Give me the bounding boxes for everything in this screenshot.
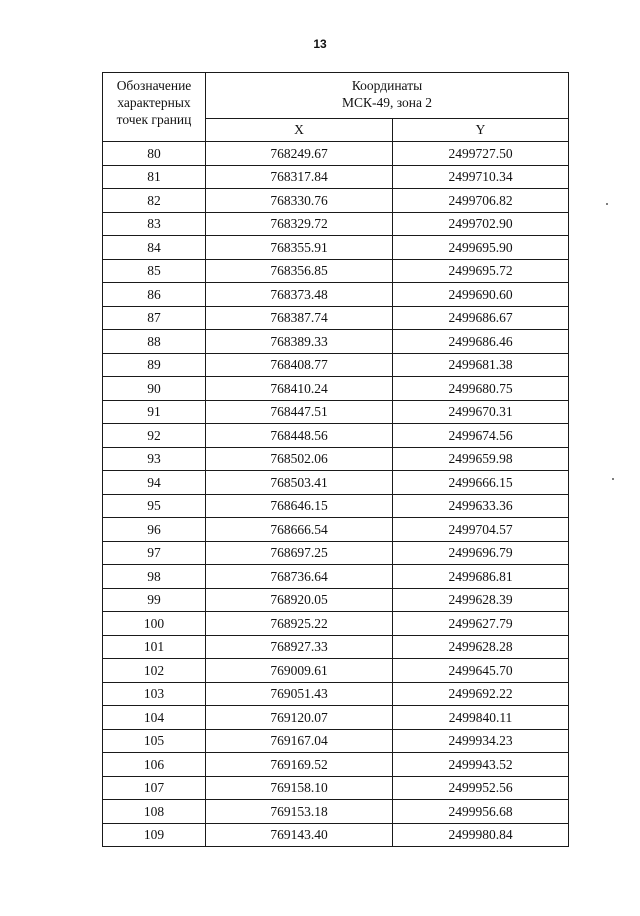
point-cell: 104 bbox=[103, 706, 206, 730]
y-cell: 2499627.79 bbox=[393, 612, 569, 636]
table-row bbox=[103, 283, 569, 307]
y-cell: 2499670.31 bbox=[393, 400, 569, 424]
table-row bbox=[103, 541, 569, 565]
point-cell: 103 bbox=[103, 682, 206, 706]
table-row bbox=[103, 424, 569, 448]
table-row bbox=[103, 729, 569, 753]
y-cell: 2499695.90 bbox=[393, 236, 569, 260]
point-cell: 102 bbox=[103, 659, 206, 683]
x-cell: 768447.51 bbox=[206, 400, 393, 424]
x-cell: 768249.67 bbox=[206, 142, 393, 166]
x-cell: 768373.48 bbox=[206, 283, 393, 307]
table-row bbox=[103, 447, 569, 471]
table-row bbox=[103, 259, 569, 283]
y-cell: 2499680.75 bbox=[393, 377, 569, 401]
point-cell: 99 bbox=[103, 588, 206, 612]
x-cell: 768410.24 bbox=[206, 377, 393, 401]
header-row bbox=[103, 73, 569, 119]
x-cell: 769120.07 bbox=[206, 706, 393, 730]
scan-speck bbox=[606, 203, 608, 205]
table-body bbox=[103, 142, 569, 847]
point-column-header bbox=[103, 73, 206, 142]
x-cell: 769051.43 bbox=[206, 682, 393, 706]
coordinates-header bbox=[206, 73, 569, 119]
x-cell: 769009.61 bbox=[206, 659, 393, 683]
table-row bbox=[103, 776, 569, 800]
point-header-line-3: точек границ bbox=[116, 112, 192, 127]
point-cell: 81 bbox=[103, 165, 206, 189]
y-cell: 2499633.36 bbox=[393, 494, 569, 518]
x-cell: 768646.15 bbox=[206, 494, 393, 518]
point-cell: 98 bbox=[103, 565, 206, 589]
point-cell: 94 bbox=[103, 471, 206, 495]
x-cell: 768408.77 bbox=[206, 353, 393, 377]
table-row bbox=[103, 471, 569, 495]
table-row bbox=[103, 353, 569, 377]
table-row bbox=[103, 753, 569, 777]
table-row bbox=[103, 400, 569, 424]
y-cell: 2499710.34 bbox=[393, 165, 569, 189]
point-cell: 82 bbox=[103, 189, 206, 213]
table-row bbox=[103, 212, 569, 236]
point-cell: 107 bbox=[103, 776, 206, 800]
y-cell: 2499686.81 bbox=[393, 565, 569, 589]
x-cell: 768925.22 bbox=[206, 612, 393, 636]
point-cell: 100 bbox=[103, 612, 206, 636]
x-cell: 769158.10 bbox=[206, 776, 393, 800]
x-cell: 769153.18 bbox=[206, 800, 393, 824]
x-cell: 768927.33 bbox=[206, 635, 393, 659]
y-cell: 2499980.84 bbox=[393, 823, 569, 847]
x-cell: 769167.04 bbox=[206, 729, 393, 753]
table-row bbox=[103, 659, 569, 683]
y-cell: 2499645.70 bbox=[393, 659, 569, 683]
point-cell: 93 bbox=[103, 447, 206, 471]
y-cell: 2499696.79 bbox=[393, 541, 569, 565]
table-row bbox=[103, 682, 569, 706]
y-cell: 2499695.72 bbox=[393, 259, 569, 283]
y-cell: 2499628.28 bbox=[393, 635, 569, 659]
coordinates-header-line-2: МСК-49, зона 2 bbox=[341, 95, 433, 110]
page-number: 13 bbox=[313, 37, 327, 51]
y-cell: 2499686.67 bbox=[393, 306, 569, 330]
x-cell: 768356.85 bbox=[206, 259, 393, 283]
table-row bbox=[103, 236, 569, 260]
point-cell: 80 bbox=[103, 142, 206, 166]
table-row bbox=[103, 330, 569, 354]
coordinates-table bbox=[102, 72, 569, 847]
y-cell: 2499659.98 bbox=[393, 447, 569, 471]
table-row bbox=[103, 635, 569, 659]
point-cell: 84 bbox=[103, 236, 206, 260]
point-cell: 105 bbox=[103, 729, 206, 753]
table-row bbox=[103, 706, 569, 730]
table-row bbox=[103, 142, 569, 166]
point-cell: 95 bbox=[103, 494, 206, 518]
y-cell: 2499702.90 bbox=[393, 212, 569, 236]
y-cell: 2499943.52 bbox=[393, 753, 569, 777]
x-cell: 768697.25 bbox=[206, 541, 393, 565]
y-cell: 2499666.15 bbox=[393, 471, 569, 495]
table-row bbox=[103, 306, 569, 330]
x-cell: 768330.76 bbox=[206, 189, 393, 213]
point-cell: 87 bbox=[103, 306, 206, 330]
table-row bbox=[103, 165, 569, 189]
x-cell: 768502.06 bbox=[206, 447, 393, 471]
point-cell: 88 bbox=[103, 330, 206, 354]
table-row bbox=[103, 612, 569, 636]
point-cell: 90 bbox=[103, 377, 206, 401]
x-column-header: X bbox=[206, 118, 393, 141]
y-cell: 2499686.46 bbox=[393, 330, 569, 354]
y-cell: 2499674.56 bbox=[393, 424, 569, 448]
x-cell: 768920.05 bbox=[206, 588, 393, 612]
table-row bbox=[103, 518, 569, 542]
scan-speck bbox=[612, 478, 614, 480]
table-row bbox=[103, 588, 569, 612]
x-cell: 768448.56 bbox=[206, 424, 393, 448]
y-cell: 2499706.82 bbox=[393, 189, 569, 213]
x-cell: 769143.40 bbox=[206, 823, 393, 847]
x-cell: 768389.33 bbox=[206, 330, 393, 354]
y-cell: 2499934.23 bbox=[393, 729, 569, 753]
point-cell: 96 bbox=[103, 518, 206, 542]
point-cell: 89 bbox=[103, 353, 206, 377]
x-cell: 768666.54 bbox=[206, 518, 393, 542]
point-cell: 91 bbox=[103, 400, 206, 424]
y-cell: 2499690.60 bbox=[393, 283, 569, 307]
table-row bbox=[103, 189, 569, 213]
point-cell: 92 bbox=[103, 424, 206, 448]
table-row bbox=[103, 494, 569, 518]
x-cell: 769169.52 bbox=[206, 753, 393, 777]
y-cell: 2499727.50 bbox=[393, 142, 569, 166]
table-row bbox=[103, 565, 569, 589]
table-row bbox=[103, 823, 569, 847]
table-row bbox=[103, 377, 569, 401]
x-cell: 768317.84 bbox=[206, 165, 393, 189]
point-cell: 106 bbox=[103, 753, 206, 777]
y-cell: 2499956.68 bbox=[393, 800, 569, 824]
point-cell: 101 bbox=[103, 635, 206, 659]
y-cell: 2499704.57 bbox=[393, 518, 569, 542]
x-cell: 768503.41 bbox=[206, 471, 393, 495]
x-cell: 768736.64 bbox=[206, 565, 393, 589]
table-header bbox=[103, 73, 569, 142]
x-cell: 768355.91 bbox=[206, 236, 393, 260]
point-header-line-2: характерных bbox=[117, 95, 191, 110]
x-cell: 768387.74 bbox=[206, 306, 393, 330]
table-row bbox=[103, 800, 569, 824]
point-cell: 85 bbox=[103, 259, 206, 283]
point-cell: 109 bbox=[103, 823, 206, 847]
y-cell: 2499692.22 bbox=[393, 682, 569, 706]
y-cell: 2499952.56 bbox=[393, 776, 569, 800]
y-cell: 2499681.38 bbox=[393, 353, 569, 377]
point-cell: 97 bbox=[103, 541, 206, 565]
coordinates-header-line-1: Координаты bbox=[351, 78, 423, 93]
x-cell: 768329.72 bbox=[206, 212, 393, 236]
point-header-line-1: Обозначение bbox=[116, 78, 192, 93]
point-cell: 86 bbox=[103, 283, 206, 307]
y-cell: 2499628.39 bbox=[393, 588, 569, 612]
y-cell: 2499840.11 bbox=[393, 706, 569, 730]
y-column-header: Y bbox=[393, 118, 569, 141]
point-cell: 83 bbox=[103, 212, 206, 236]
point-cell: 108 bbox=[103, 800, 206, 824]
